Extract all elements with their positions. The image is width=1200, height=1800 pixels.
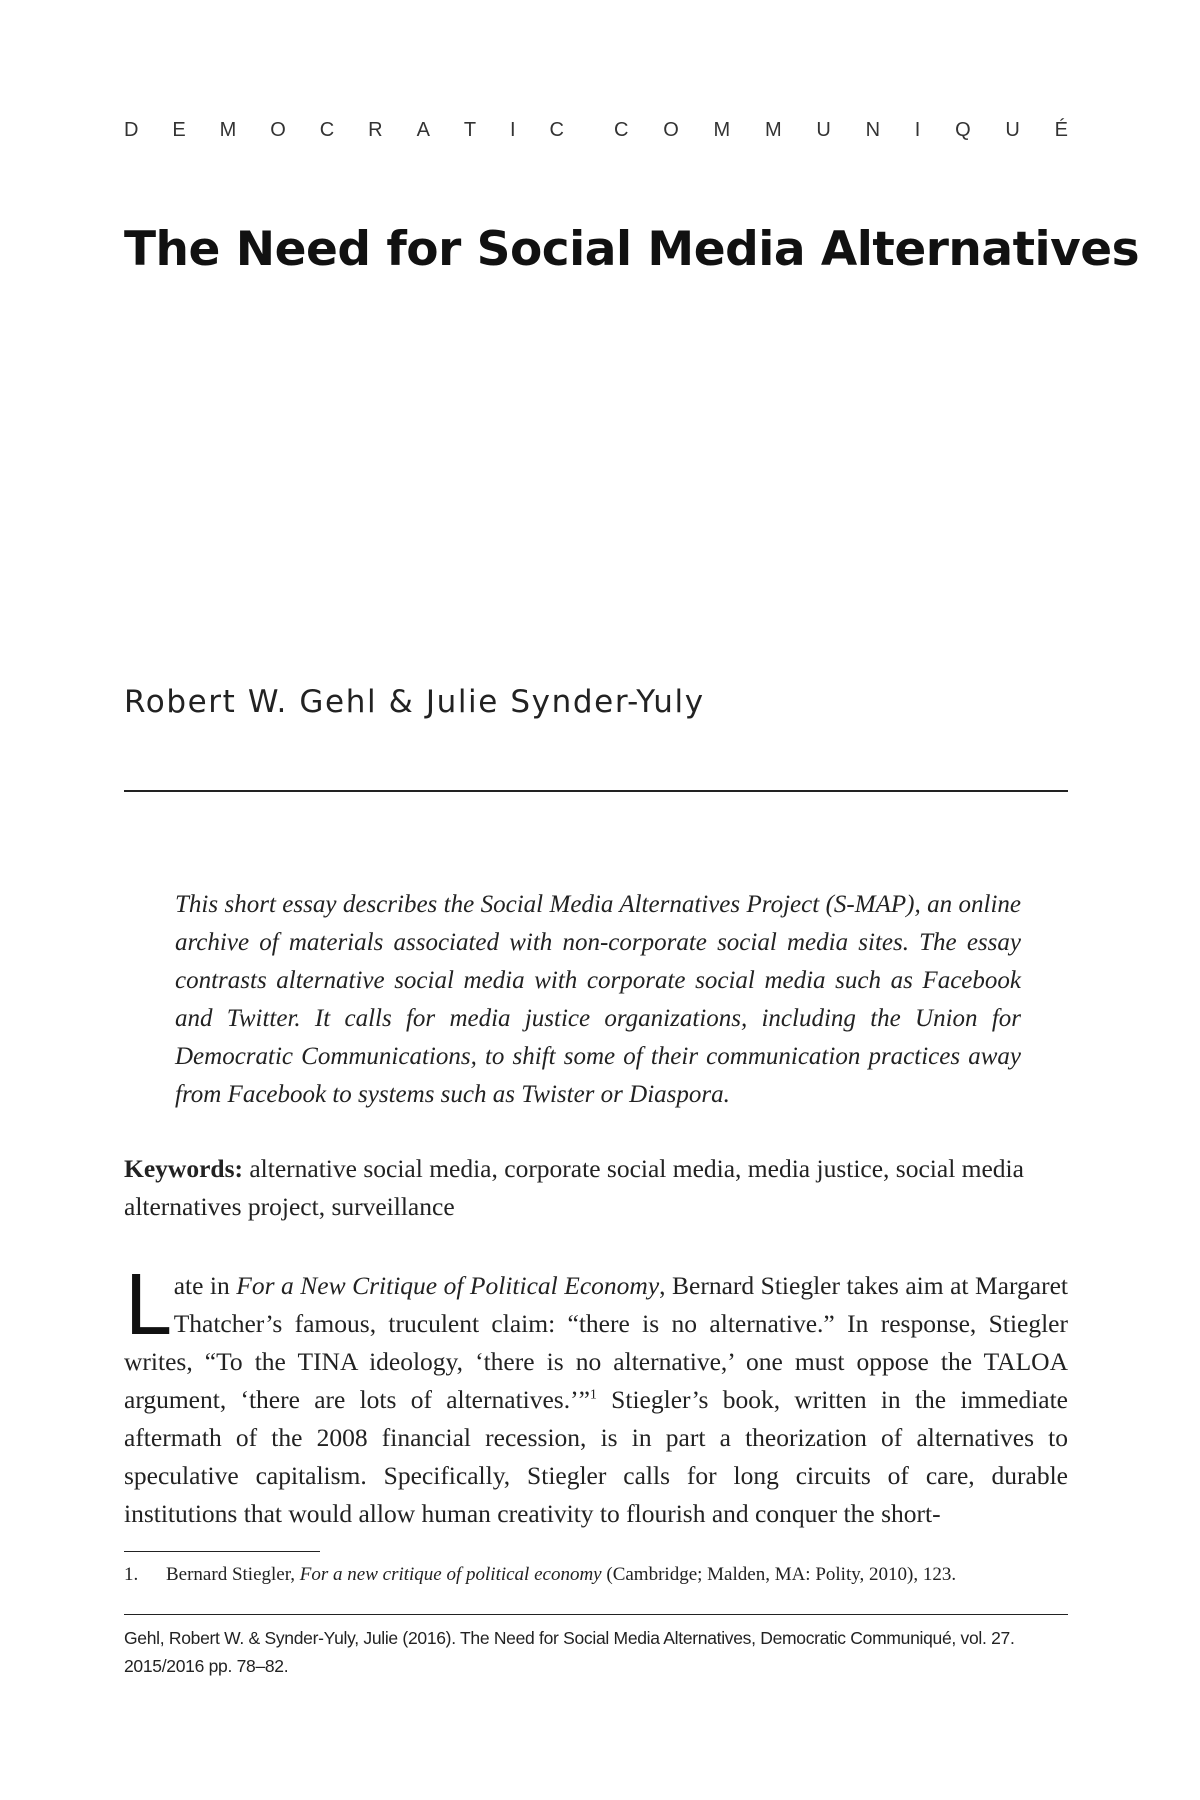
running-head-letter: M bbox=[219, 119, 237, 141]
citation-divider bbox=[124, 1614, 1068, 1615]
paper-title: The Need for Social Media Alternatives bbox=[124, 222, 1140, 277]
citation-line-1: Gehl, Robert W. & Synder-Yuly, Julie (2016). The Need for Social Media Alternatives, Democratic Communiqué, vol. 27. bbox=[124, 1628, 1015, 1648]
drop-cap: L bbox=[124, 1259, 170, 1354]
running-head-letter: D bbox=[124, 119, 139, 141]
running-head-letter: C bbox=[549, 119, 564, 141]
footnote-title: For a new critique of political economy bbox=[299, 1564, 602, 1585]
citation-line-2: 2015/2016 pp. 78–82. bbox=[124, 1656, 289, 1676]
footnote-reference[interactable]: 1 bbox=[589, 1387, 597, 1403]
book-title: For a New Critique of Political Economy bbox=[236, 1271, 660, 1300]
title-divider bbox=[124, 790, 1068, 792]
running-head-letter: M bbox=[713, 119, 731, 141]
running-head-word-1 bbox=[124, 119, 564, 142]
citation bbox=[124, 1624, 1068, 1680]
body-intro-text: ate in bbox=[173, 1271, 237, 1300]
abstract: This short essay describes the Social Media Alternatives Project (S-MAP), an online archive of materials associated with non-corporate social media sites. The essay contrasts alternative social media with corporate social media such as Facebook and Twitter. It calls for media justice organizations, including the Union for Democratic Communications, to shift some of their communication practices away from Facebook to systems such as Twister or Diaspora. bbox=[175, 891, 1021, 1108]
running-head-letter: C bbox=[614, 119, 629, 141]
running-head-letter: I bbox=[510, 119, 516, 141]
running-head-word-2 bbox=[614, 119, 1068, 142]
running-head-letter: Q bbox=[955, 119, 971, 141]
body-paragraph bbox=[124, 1259, 1068, 1533]
running-head-letter: U bbox=[1005, 119, 1020, 141]
footnote bbox=[124, 1562, 1068, 1588]
author-line: Robert W. Gehl & Julie Synder-Yuly bbox=[124, 684, 705, 720]
running-head-letter: R bbox=[368, 119, 383, 141]
running-head-letter: C bbox=[319, 119, 335, 141]
running-head-letter: É bbox=[1054, 119, 1068, 141]
body-text-continued: Stiegler’s book, written in the immediate aftermath of the 2008 financial recession, is in part a theorization of alternatives to speculative capitalism. Specifically, Stiegler calls for long circuits of care, durable institutions that would allow human creativity to flourish and conquer the short- bbox=[124, 1385, 1068, 1528]
keywords-label: Keywords: bbox=[124, 1154, 243, 1183]
running-head-letter: O bbox=[663, 119, 679, 141]
running-head-letter: I bbox=[914, 119, 921, 141]
running-head-letter: N bbox=[865, 119, 881, 141]
running-head-letter: M bbox=[764, 119, 782, 141]
footnote-author: Bernard Stiegler, bbox=[166, 1564, 300, 1585]
footnote-rest: (Cambridge; Malden, MA: Polity, 2010), 123. bbox=[601, 1564, 957, 1585]
running-head bbox=[124, 119, 1068, 142]
running-head-letter: U bbox=[816, 119, 831, 141]
keywords bbox=[124, 1150, 1068, 1226]
footnote-divider bbox=[124, 1551, 320, 1552]
running-head-letter: E bbox=[172, 119, 186, 141]
running-head-letter: A bbox=[416, 119, 430, 141]
running-head-letter: T bbox=[463, 119, 477, 141]
body-text: , Bernard Stiegler takes aim at Margaret Thatcher’s famous, truculent claim: “there is no alternative.” In response, Stiegler writes, “To the TINA ideology, ‘there is no alternative,’ one must oppose the TALOA argument, ‘there are lots of alternatives.’” bbox=[124, 1271, 1068, 1414]
running-head-letter: O bbox=[270, 119, 286, 141]
keywords-text: alternative social media, corporate social media, media justice, social media alternatives project, surveillance bbox=[124, 1154, 1024, 1221]
footnote-number: 1. bbox=[124, 1564, 139, 1585]
